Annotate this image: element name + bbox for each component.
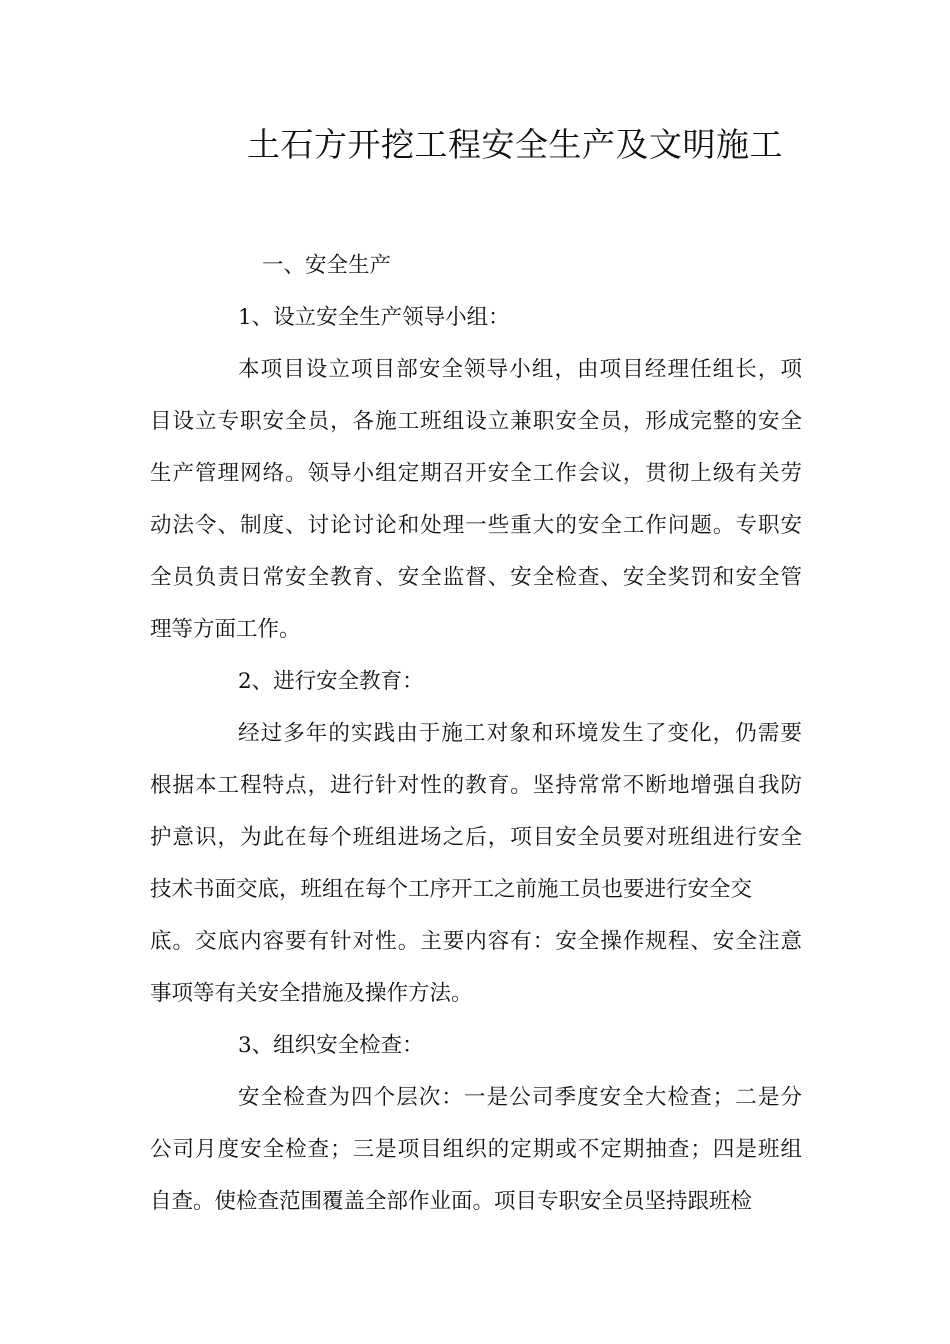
document-body [150,240,802,1228]
paragraph-line: 护意识，为此在每个班组进场之后，项目安全员要对班组进行安全 [150,825,802,850]
paragraph-line: 技术书面交底，班组在每个工序开工之前施工员也要进行安全交 [150,877,753,902]
paragraph-line: 经过多年的实践由于施工对象和环境发生了变化，仍需要 [238,721,802,746]
document-title: 土石方开挖工程安全生产及文明施工 [247,125,783,164]
paragraph-1 [150,344,802,656]
item-heading-1: 1、设立安全生产领导小组： [238,305,510,330]
paragraph-line: 生产管理网络。领导小组定期召开安全工作会议，贯彻上级有关劳 [150,461,802,486]
paragraph-line: 本项目设立项目部安全领导小组，由项目经理任组长，项 [238,357,802,382]
section-heading-safety: 一、安全生产 [262,253,392,278]
paragraph-line: 根据本工程特点，进行针对性的教育。坚持常常不断地增强自我防 [150,773,802,798]
paragraph-line: 自查。使检查范围覆盖全部作业面。项目专职安全员坚持跟班检 [150,1189,753,1214]
paragraph-3 [150,1072,802,1228]
paragraph-line: 理等方面工作。 [150,617,301,642]
paragraph-line: 目设立专职安全员，各施工班组设立兼职安全员，形成完整的安全 [150,409,802,434]
paragraph-line: 底。交底内容要有针对性。主要内容有：安全操作规程、安全注意 [150,929,802,954]
paragraph-line: 全员负责日常安全教育、安全监督、安全检查、安全奖罚和安全管 [150,565,802,590]
paragraph-line: 事项等有关安全措施及操作方法。 [150,981,473,1006]
paragraph-line: 安全检查为四个层次：一是公司季度安全大检查；二是分 [238,1085,802,1110]
item-heading-2: 2、进行安全教育： [238,669,424,694]
paragraph-2 [150,708,802,1020]
paragraph-line: 动法令、制度、讨论讨论和处理一些重大的安全工作问题。专职安 [150,513,802,538]
paragraph-line: 公司月度安全检查；三是项目组织的定期或不定期抽查；四是班组 [150,1137,802,1162]
item-heading-3: 3、组织安全检查： [238,1033,424,1058]
